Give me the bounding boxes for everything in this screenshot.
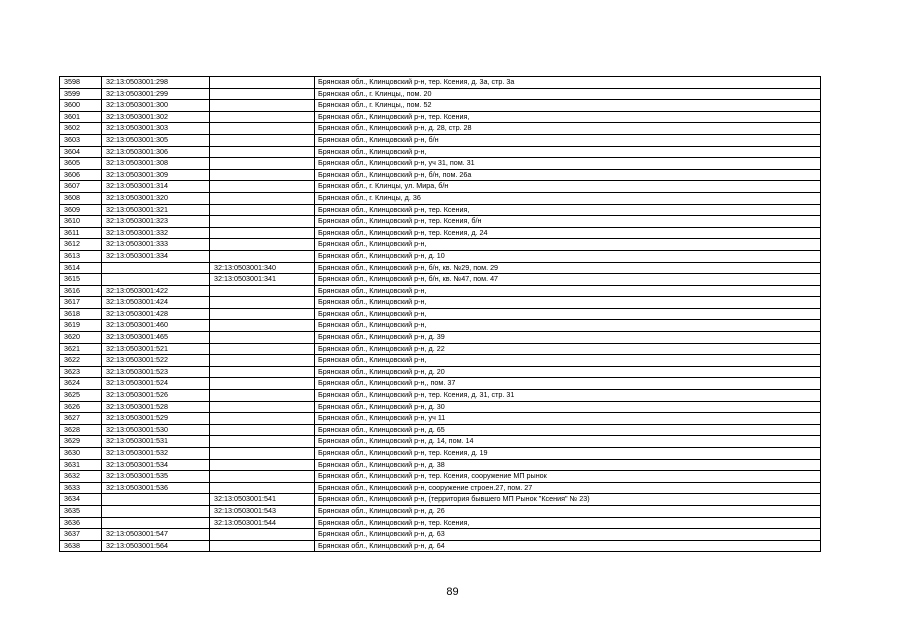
cadastral-number-alt-cell bbox=[210, 378, 315, 390]
table-row bbox=[60, 517, 821, 529]
address-cell: Брянская обл., Клинцовский р-н, тер. Ксения, bbox=[315, 517, 821, 529]
address-cell: Брянская обл., Клинцовский р-н, тер. Ксения, bbox=[315, 111, 821, 123]
table-row bbox=[60, 355, 821, 367]
address-cell: Брянская обл., Клинцовский р-н, д. 38 bbox=[315, 459, 821, 471]
address-cell: Брянская обл., Клинцовский р-н, д. 22 bbox=[315, 343, 821, 355]
table-row bbox=[60, 100, 821, 112]
address-cell: Брянская обл., Клинцовский р-н, б/н, кв. №29, пом. 29 bbox=[315, 262, 821, 274]
address-cell: Брянская обл., Клинцовский р-н, д. 63 bbox=[315, 529, 821, 541]
address-cell: Брянская обл., г. Клинцы,, пом. 20 bbox=[315, 88, 821, 100]
cadastral-number-cell: 32:13:0503001:314 bbox=[102, 181, 210, 193]
cadastral-number-cell: 32:13:0503001:523 bbox=[102, 366, 210, 378]
cadastral-number-alt-cell: 32:13:0503001:340 bbox=[210, 262, 315, 274]
cadastral-number-cell bbox=[102, 262, 210, 274]
address-cell: Брянская обл., Клинцовский р-н, (территория бывшего МП Рынок "Ксения" № 23) bbox=[315, 494, 821, 506]
address-cell: Брянская обл., Клинцовский р-н, д. 64 bbox=[315, 540, 821, 552]
row-number-cell: 3603 bbox=[60, 134, 102, 146]
cadastral-number-alt-cell bbox=[210, 482, 315, 494]
cadastral-number-cell: 32:13:0503001:536 bbox=[102, 482, 210, 494]
table-row bbox=[60, 239, 821, 251]
table-row bbox=[60, 413, 821, 425]
row-number-cell: 3630 bbox=[60, 448, 102, 460]
address-cell: Брянская обл., г. Клинцы,, пом. 52 bbox=[315, 100, 821, 112]
table-row bbox=[60, 448, 821, 460]
cadastral-number-cell: 32:13:0503001:302 bbox=[102, 111, 210, 123]
cadastral-number-cell: 32:13:0503001:564 bbox=[102, 540, 210, 552]
cadastral-number-alt-cell bbox=[210, 158, 315, 170]
table-row bbox=[60, 227, 821, 239]
cadastral-number-cell: 32:13:0503001:299 bbox=[102, 88, 210, 100]
cadastral-number-cell: 32:13:0503001:334 bbox=[102, 250, 210, 262]
row-number-cell: 3609 bbox=[60, 204, 102, 216]
cadastral-number-cell: 32:13:0503001:535 bbox=[102, 471, 210, 483]
row-number-cell: 3616 bbox=[60, 285, 102, 297]
table-row bbox=[60, 134, 821, 146]
cadastral-number-alt-cell bbox=[210, 320, 315, 332]
cadastral-number-alt-cell bbox=[210, 413, 315, 425]
address-cell: Брянская обл., Клинцовский р-н, bbox=[315, 355, 821, 367]
address-cell: Брянская обл., Клинцовский р-н, уч 11 bbox=[315, 413, 821, 425]
address-cell: Брянская обл., Клинцовский р-н, д. 10 bbox=[315, 250, 821, 262]
cadastral-number-cell: 32:13:0503001:530 bbox=[102, 424, 210, 436]
table-row bbox=[60, 424, 821, 436]
cadastral-number-alt-cell bbox=[210, 401, 315, 413]
table-row bbox=[60, 77, 821, 89]
row-number-cell: 3610 bbox=[60, 216, 102, 228]
table-row bbox=[60, 471, 821, 483]
row-number-cell: 3615 bbox=[60, 274, 102, 286]
row-number-cell: 3598 bbox=[60, 77, 102, 89]
row-number-cell: 3628 bbox=[60, 424, 102, 436]
row-number-cell: 3600 bbox=[60, 100, 102, 112]
address-cell: Брянская обл., Клинцовский р-н, д. 20 bbox=[315, 366, 821, 378]
cadastral-number-alt-cell bbox=[210, 123, 315, 135]
row-number-cell: 3629 bbox=[60, 436, 102, 448]
table-row bbox=[60, 111, 821, 123]
row-number-cell: 3627 bbox=[60, 413, 102, 425]
address-cell: Брянская обл., Клинцовский р-н, тер. Ксения, bbox=[315, 204, 821, 216]
cadastral-number-alt-cell bbox=[210, 192, 315, 204]
row-number-cell: 3619 bbox=[60, 320, 102, 332]
address-cell: Брянская обл., Клинцовский р-н, сооружение строен.27, пом. 27 bbox=[315, 482, 821, 494]
cadastral-number-cell: 32:13:0503001:300 bbox=[102, 100, 210, 112]
cadastral-number-alt-cell bbox=[210, 308, 315, 320]
cadastral-number-cell: 32:13:0503001:529 bbox=[102, 413, 210, 425]
cadastral-number-cell: 32:13:0503001:303 bbox=[102, 123, 210, 135]
address-cell: Брянская обл., Клинцовский р-н, д. 14, пом. 14 bbox=[315, 436, 821, 448]
cadastral-number-cell bbox=[102, 274, 210, 286]
cadastral-number-cell: 32:13:0503001:333 bbox=[102, 239, 210, 251]
table-row bbox=[60, 401, 821, 413]
table-row bbox=[60, 390, 821, 402]
address-cell: Брянская обл., Клинцовский р-н, тер. Ксения, д. 31, стр. 31 bbox=[315, 390, 821, 402]
table-row bbox=[60, 192, 821, 204]
row-number-cell: 3599 bbox=[60, 88, 102, 100]
row-number-cell: 3618 bbox=[60, 308, 102, 320]
cadastral-number-alt-cell bbox=[210, 169, 315, 181]
table-row bbox=[60, 123, 821, 135]
address-cell: Брянская обл., г. Клинцы, д. 36 bbox=[315, 192, 821, 204]
cadastral-number-alt-cell bbox=[210, 424, 315, 436]
row-number-cell: 3611 bbox=[60, 227, 102, 239]
table-row bbox=[60, 250, 821, 262]
cadastral-number-cell: 32:13:0503001:526 bbox=[102, 390, 210, 402]
cadastral-number-alt-cell bbox=[210, 111, 315, 123]
cadastral-number-alt-cell bbox=[210, 471, 315, 483]
table-row bbox=[60, 285, 821, 297]
row-number-cell: 3607 bbox=[60, 181, 102, 193]
address-cell: Брянская обл., Клинцовский р-н, bbox=[315, 285, 821, 297]
row-number-cell: 3635 bbox=[60, 505, 102, 517]
cadastral-number-alt-cell bbox=[210, 366, 315, 378]
cadastral-number-alt-cell: 32:13:0503001:544 bbox=[210, 517, 315, 529]
row-number-cell: 3602 bbox=[60, 123, 102, 135]
cadastral-number-cell: 32:13:0503001:323 bbox=[102, 216, 210, 228]
address-cell: Брянская обл., Клинцовский р-н,, пом. 37 bbox=[315, 378, 821, 390]
row-number-cell: 3605 bbox=[60, 158, 102, 170]
table-row bbox=[60, 297, 821, 309]
table-row bbox=[60, 274, 821, 286]
address-cell: Брянская обл., Клинцовский р-н, д. 39 bbox=[315, 332, 821, 344]
table-body bbox=[60, 77, 821, 552]
table-row bbox=[60, 482, 821, 494]
cadastral-number-cell: 32:13:0503001:422 bbox=[102, 285, 210, 297]
address-cell: Брянская обл., г. Клинцы, ул. Мира, б/н bbox=[315, 181, 821, 193]
row-number-cell: 3632 bbox=[60, 471, 102, 483]
address-cell: Брянская обл., Клинцовский р-н, bbox=[315, 146, 821, 158]
cadastral-number-alt-cell bbox=[210, 216, 315, 228]
cadastral-number-cell: 32:13:0503001:460 bbox=[102, 320, 210, 332]
cadastral-number-alt-cell bbox=[210, 390, 315, 402]
row-number-cell: 3637 bbox=[60, 529, 102, 541]
cadastral-number-cell bbox=[102, 505, 210, 517]
cadastral-number-cell: 32:13:0503001:321 bbox=[102, 204, 210, 216]
address-cell: Брянская обл., Клинцовский р-н, уч 31, пом. 31 bbox=[315, 158, 821, 170]
table-row bbox=[60, 169, 821, 181]
address-cell: Брянская обл., Клинцовский р-н, б/н, кв. №47, пом. 47 bbox=[315, 274, 821, 286]
address-cell: Брянская обл., Клинцовский р-н, тер. Ксения, д. 24 bbox=[315, 227, 821, 239]
cadastral-number-cell: 32:13:0503001:332 bbox=[102, 227, 210, 239]
registry-table bbox=[59, 76, 821, 552]
table-row bbox=[60, 529, 821, 541]
cadastral-number-cell: 32:13:0503001:298 bbox=[102, 77, 210, 89]
row-number-cell: 3613 bbox=[60, 250, 102, 262]
cadastral-number-cell: 32:13:0503001:532 bbox=[102, 448, 210, 460]
cadastral-number-alt-cell bbox=[210, 297, 315, 309]
table-row bbox=[60, 540, 821, 552]
address-cell: Брянская обл., Клинцовский р-н, тер. Ксения, д. 19 bbox=[315, 448, 821, 460]
cadastral-number-alt-cell: 32:13:0503001:341 bbox=[210, 274, 315, 286]
row-number-cell: 3633 bbox=[60, 482, 102, 494]
table-row bbox=[60, 366, 821, 378]
row-number-cell: 3620 bbox=[60, 332, 102, 344]
row-number-cell: 3617 bbox=[60, 297, 102, 309]
table-row bbox=[60, 204, 821, 216]
row-number-cell: 3624 bbox=[60, 378, 102, 390]
row-number-cell: 3606 bbox=[60, 169, 102, 181]
cadastral-number-alt-cell bbox=[210, 227, 315, 239]
row-number-cell: 3631 bbox=[60, 459, 102, 471]
cadastral-number-alt-cell bbox=[210, 436, 315, 448]
table-row bbox=[60, 181, 821, 193]
cadastral-number-alt-cell bbox=[210, 540, 315, 552]
cadastral-number-alt-cell bbox=[210, 204, 315, 216]
row-number-cell: 3621 bbox=[60, 343, 102, 355]
row-number-cell: 3623 bbox=[60, 366, 102, 378]
row-number-cell: 3612 bbox=[60, 239, 102, 251]
row-number-cell: 3638 bbox=[60, 540, 102, 552]
row-number-cell: 3626 bbox=[60, 401, 102, 413]
table-row bbox=[60, 459, 821, 471]
cadastral-number-alt-cell bbox=[210, 239, 315, 251]
cadastral-number-cell bbox=[102, 517, 210, 529]
cadastral-number-cell: 32:13:0503001:305 bbox=[102, 134, 210, 146]
cadastral-number-alt-cell: 32:13:0503001:543 bbox=[210, 505, 315, 517]
cadastral-number-alt-cell bbox=[210, 448, 315, 460]
table-row bbox=[60, 88, 821, 100]
cadastral-number-alt-cell bbox=[210, 100, 315, 112]
row-number-cell: 3622 bbox=[60, 355, 102, 367]
cadastral-number-alt-cell bbox=[210, 88, 315, 100]
table-row bbox=[60, 378, 821, 390]
address-cell: Брянская обл., Клинцовский р-н, bbox=[315, 320, 821, 332]
cadastral-number-cell: 32:13:0503001:320 bbox=[102, 192, 210, 204]
address-cell: Брянская обл., Клинцовский р-н, б/н, пом. 26а bbox=[315, 169, 821, 181]
page-number: 89 bbox=[446, 586, 459, 598]
cadastral-number-alt-cell bbox=[210, 332, 315, 344]
address-cell: Брянская обл., Клинцовский р-н, д. 30 bbox=[315, 401, 821, 413]
table-row bbox=[60, 494, 821, 506]
address-cell: Брянская обл., Клинцовский р-н, bbox=[315, 239, 821, 251]
address-cell: Брянская обл., Клинцовский р-н, bbox=[315, 308, 821, 320]
address-cell: Брянская обл., Клинцовский р-н, д. 26 bbox=[315, 505, 821, 517]
cadastral-number-cell: 32:13:0503001:547 bbox=[102, 529, 210, 541]
table-row bbox=[60, 158, 821, 170]
cadastral-number-cell: 32:13:0503001:531 bbox=[102, 436, 210, 448]
row-number-cell: 3636 bbox=[60, 517, 102, 529]
row-number-cell: 3608 bbox=[60, 192, 102, 204]
cadastral-number-alt-cell bbox=[210, 529, 315, 541]
address-cell: Брянская обл., Клинцовский р-н, д. 65 bbox=[315, 424, 821, 436]
address-cell: Брянская обл., Клинцовский р-н, б/н bbox=[315, 134, 821, 146]
cadastral-number-alt-cell bbox=[210, 285, 315, 297]
cadastral-number-cell: 32:13:0503001:528 bbox=[102, 401, 210, 413]
row-number-cell: 3614 bbox=[60, 262, 102, 274]
cadastral-number-cell: 32:13:0503001:534 bbox=[102, 459, 210, 471]
cadastral-number-cell: 32:13:0503001:309 bbox=[102, 169, 210, 181]
address-cell: Брянская обл., Клинцовский р-н, тер. Ксения, б/н bbox=[315, 216, 821, 228]
cadastral-number-cell: 32:13:0503001:522 bbox=[102, 355, 210, 367]
table-row bbox=[60, 320, 821, 332]
table-row bbox=[60, 146, 821, 158]
cadastral-number-alt-cell bbox=[210, 343, 315, 355]
cadastral-number-cell: 32:13:0503001:428 bbox=[102, 308, 210, 320]
table-row bbox=[60, 308, 821, 320]
cadastral-number-cell bbox=[102, 494, 210, 506]
cadastral-number-alt-cell bbox=[210, 134, 315, 146]
cadastral-number-cell: 32:13:0503001:308 bbox=[102, 158, 210, 170]
address-cell: Брянская обл., Клинцовский р-н, тер. Ксения, д. 3а, стр. 3а bbox=[315, 77, 821, 89]
cadastral-number-cell: 32:13:0503001:465 bbox=[102, 332, 210, 344]
row-number-cell: 3604 bbox=[60, 146, 102, 158]
cadastral-number-alt-cell: 32:13:0503001:541 bbox=[210, 494, 315, 506]
table-row bbox=[60, 343, 821, 355]
row-number-cell: 3634 bbox=[60, 494, 102, 506]
cadastral-number-cell: 32:13:0503001:524 bbox=[102, 378, 210, 390]
address-cell: Брянская обл., Клинцовский р-н, д. 28, стр. 28 bbox=[315, 123, 821, 135]
table-row bbox=[60, 262, 821, 274]
table-row bbox=[60, 505, 821, 517]
table-row bbox=[60, 332, 821, 344]
cadastral-number-alt-cell bbox=[210, 146, 315, 158]
cadastral-number-alt-cell bbox=[210, 181, 315, 193]
row-number-cell: 3625 bbox=[60, 390, 102, 402]
address-cell: Брянская обл., Клинцовский р-н, bbox=[315, 297, 821, 309]
cadastral-number-alt-cell bbox=[210, 250, 315, 262]
cadastral-number-alt-cell bbox=[210, 459, 315, 471]
cadastral-number-cell: 32:13:0503001:424 bbox=[102, 297, 210, 309]
cadastral-number-alt-cell bbox=[210, 77, 315, 89]
address-cell: Брянская обл., Клинцовский р-н, тер. Ксения, сооружение МП рынок bbox=[315, 471, 821, 483]
cadastral-number-cell: 32:13:0503001:306 bbox=[102, 146, 210, 158]
table-row bbox=[60, 216, 821, 228]
cadastral-number-cell: 32:13:0503001:521 bbox=[102, 343, 210, 355]
row-number-cell: 3601 bbox=[60, 111, 102, 123]
table-row bbox=[60, 436, 821, 448]
cadastral-number-alt-cell bbox=[210, 355, 315, 367]
